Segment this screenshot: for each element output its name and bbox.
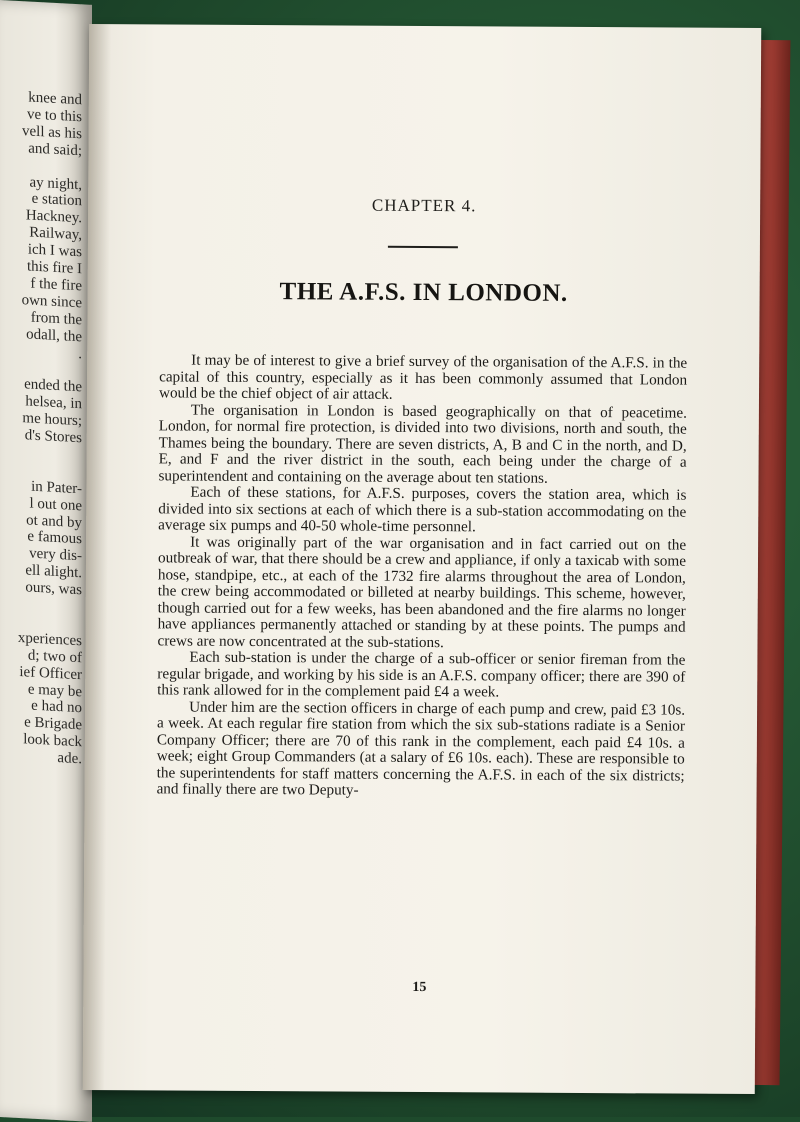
left-page-line: helsea, in (25, 393, 82, 413)
left-page-line: ell alight. (25, 562, 82, 582)
paragraph-6: Under him are the section officers in charge of each pump and crew, paid £3 10s. a week. At each regular fire station from which the six sub-stations radiate is a Senior Company Officer; there are 70 of this rank in the complement, each paid £4 10s. a week; eight Group Commanders (at a salary of £6 10s. each). These are responsible to the superintendents for staff matters concerning the A.F.S. in each of the six districts; and finally there are two Deputy- (156, 698, 686, 799)
left-page-line: Railway, (29, 224, 82, 244)
left-page-line: this fire I (27, 258, 82, 278)
left-page-line: odall, the (26, 325, 82, 345)
left-page-line: ich I was (27, 241, 82, 261)
left-page-line: in Pater- (31, 478, 82, 497)
paragraph-1: It may be of interest to give a brief survey of the organisation of the A.F.S. in the capital of this country, especially as it has been commonly assumed that London would be the chief object of air attack. (158, 351, 688, 403)
paragraph-5: Each sub-station is under the charge of a sub-officer or senior fireman from the regular brigade, and working by his side is an A.F.S. company officer; there are 390 of this rank allowed for in the complement paid £4 a week. (157, 648, 686, 701)
paragraph-2: The organisation in London is based geographically on that of peacetime. London, for normal fire protection, is divided into two divisions, north and south, the Thames being the boundary. There are seven districts, A, B and C in the north, and D, E, and F and the river district in the south, each being under the charge of a superintendent and containing on the average about ten stations. (158, 401, 687, 487)
left-page-line: d; two of (27, 647, 82, 666)
left-page-line: ot and by (26, 511, 82, 531)
left-page-line: e station (31, 191, 82, 210)
chapter-label: CHAPTER 4. (371, 195, 477, 216)
left-page-line: vell as his (22, 122, 82, 143)
left-page-line: e had no (31, 698, 82, 717)
left-page-line: look back (23, 731, 82, 751)
body-text (157, 352, 688, 801)
left-page-line: ief Officer (19, 663, 82, 683)
left-page-line: ve to this (27, 106, 82, 126)
left-page-line: e famous (27, 528, 82, 548)
left-page-line: very dis- (29, 545, 82, 565)
left-page-line: l out one (29, 495, 82, 514)
left-page-line: ours, was (25, 579, 82, 599)
paragraph-4: It was originally part of the war organisation and in fact carried out on the outbreak of war, that there should be a crew and appliance, if only a taxicab with some hose, standpipe, etc., at each of the 1732 fire alarms throughout the area of London, the crew being accommodated or billeted at nearby buildings. This scheme, however, though carried out for a few weeks, has been abandoned and the fire alarms no longer have appliances permanently attached or standing by at these points. The pumps and crews are now concentrated at the sub-stations. (157, 533, 687, 651)
left-page-line: from the (30, 309, 82, 328)
paragraph-3: Each of these stations, for A.F.S. purposes, covers the station area, which is divided into six sections at each of which there is a sub-station accommodating on the average six pumps and 40-50 whole-time personnel. (158, 483, 687, 536)
left-page-line: ay night, (29, 174, 82, 193)
left-page-line: ade. (57, 750, 82, 768)
left-page-line: e Brigade (24, 714, 82, 734)
chapter-divider (388, 246, 458, 248)
left-page-line: knee and (28, 89, 82, 109)
left-page-line: . (78, 345, 82, 362)
chapter-title: THE A.F.S. IN LONDON. (279, 278, 568, 307)
left-page-line: d's Stores (24, 427, 82, 447)
left-page-line: own since (21, 291, 82, 312)
left-page-line: me hours; (22, 410, 82, 430)
left-page-line: Hackney. (25, 207, 82, 227)
left-page-line: ended the (24, 376, 82, 396)
right-page (83, 24, 761, 1094)
left-page-line: and said; (28, 140, 82, 159)
left-page-line: f the fire (30, 275, 82, 295)
left-page-line: e may be (27, 680, 82, 700)
page-number: 15 (412, 979, 427, 996)
left-facing-page (0, 0, 92, 1122)
left-page-line: xperiences (17, 629, 82, 650)
